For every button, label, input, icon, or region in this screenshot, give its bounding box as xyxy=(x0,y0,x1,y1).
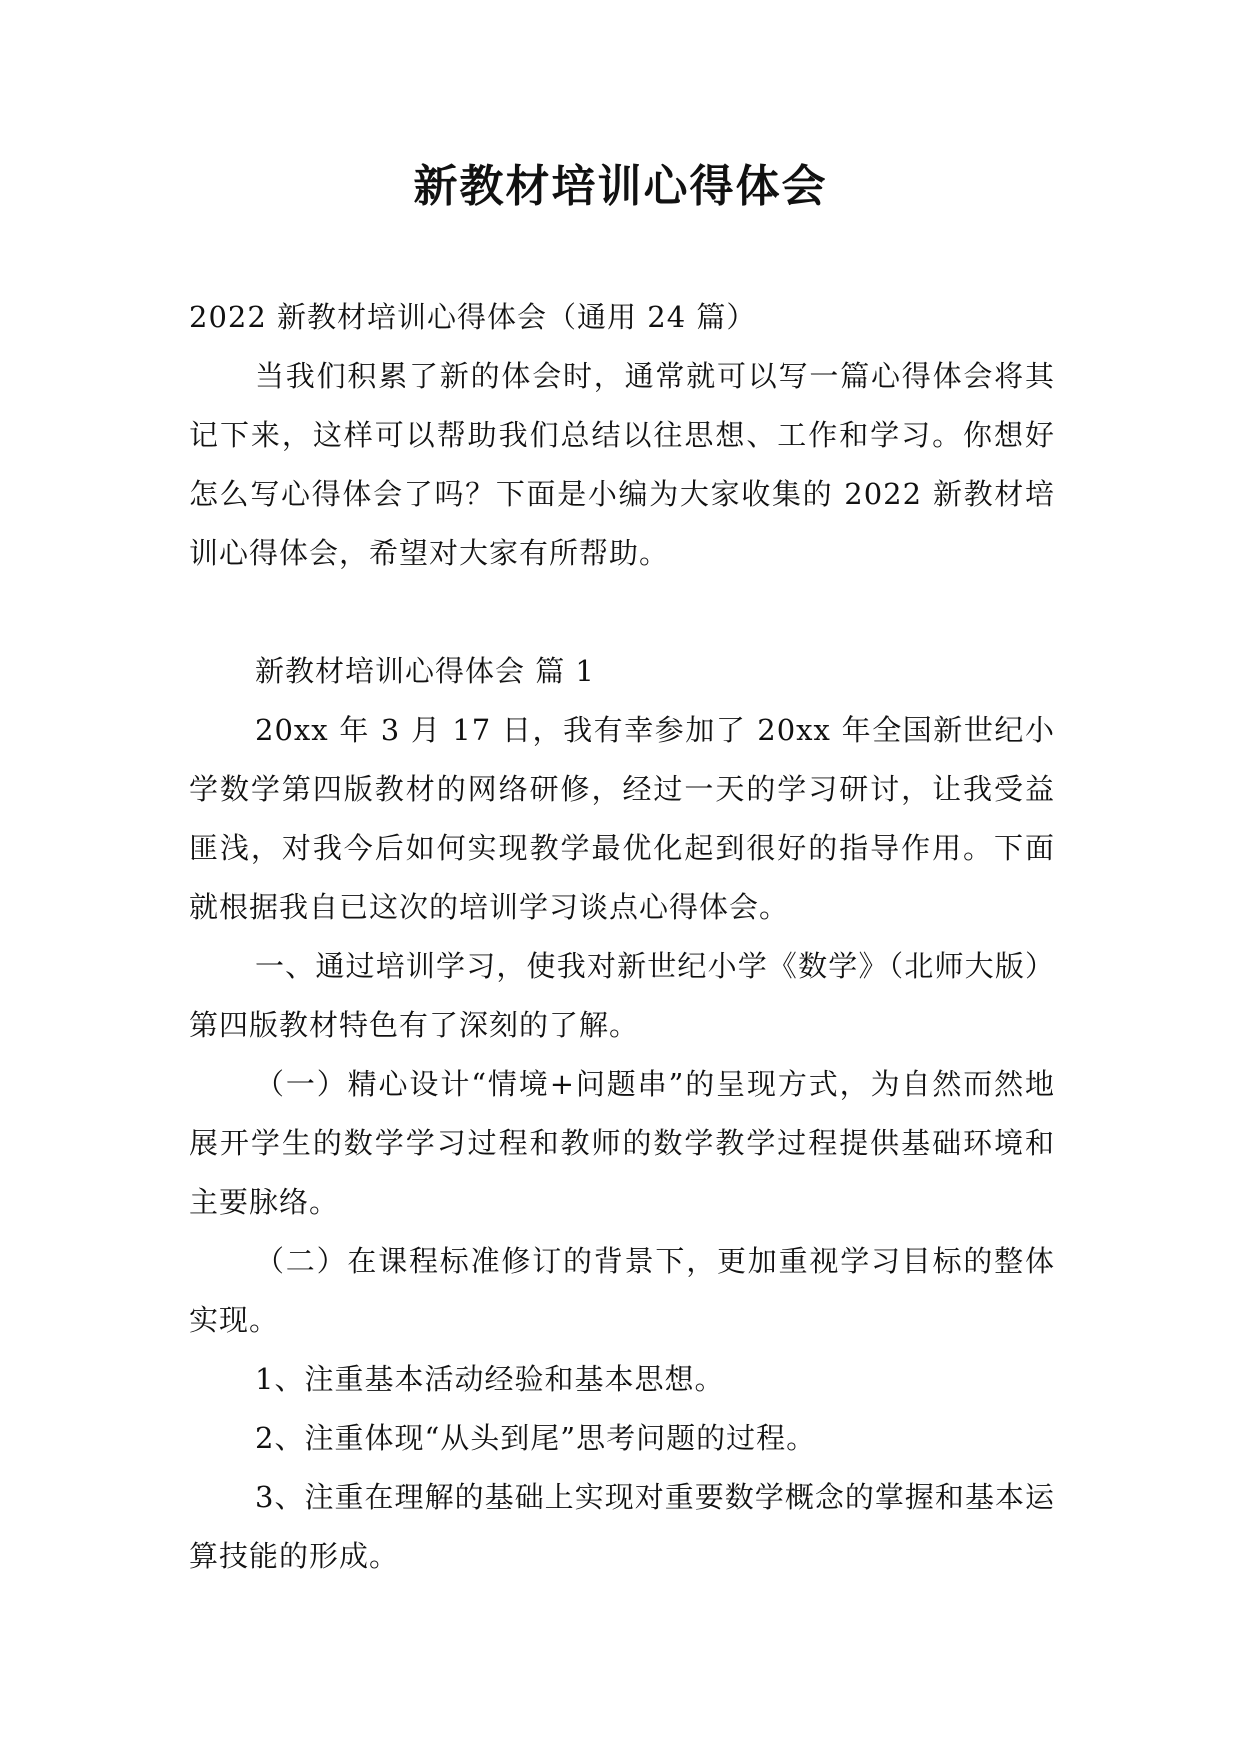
section-heading: 新教材培训心得体会 篇 1 xyxy=(255,654,595,688)
body-paragraph: （二）在课程标准修订的背景下，更加重视学习目标的整体实现。 xyxy=(189,1244,1055,1337)
document-subtitle: 2022 新教材培训心得体会（通用 24 篇） xyxy=(189,300,757,334)
body-paragraph: 一、通过培训学习，使我对新世纪小学《数学》（北师大版）第四版教材特色有了深刻的了解。 xyxy=(189,949,1055,1042)
body-paragraph: （一）精心设计“情境+问题串”的呈现方式，为自然而然地展开学生的数学学习过程和教师的数学教学过程提供基础环境和主要脉络。 xyxy=(189,1067,1055,1219)
body-paragraph: 3、注重在理解的基础上实现对重要数学概念的掌握和基本运算技能的形成。 xyxy=(189,1480,1055,1573)
intro-paragraph: 当我们积累了新的体会时，通常就可以写一篇心得体会将其记下来，这样可以帮助我们总结以往思想、工作和学习。你想好怎么写心得体会了吗？下面是小编为大家收集的 2022 新教材培训心得体会，希望对大家有所帮助。 xyxy=(189,359,1055,570)
document-title: 新教材培训心得体会 xyxy=(413,161,828,212)
body-paragraph: 2、注重体现“从头到尾”思考问题的过程。 xyxy=(255,1421,817,1455)
document-body xyxy=(189,288,1055,1586)
spacer xyxy=(189,583,1055,642)
body-paragraph: 20xx 年 3 月 17 日，我有幸参加了 20xx 年全国新世纪小学数学第四版教材的网络研修，经过一天的学习研讨，让我受益匪浅，对我今后如何实现教学最优化起到很好的指导作用。下面就根据我自已这次的培训学习谈点心得体会。 xyxy=(189,713,1055,924)
body-paragraph: 1、注重基本活动经验和基本思想。 xyxy=(255,1362,725,1396)
